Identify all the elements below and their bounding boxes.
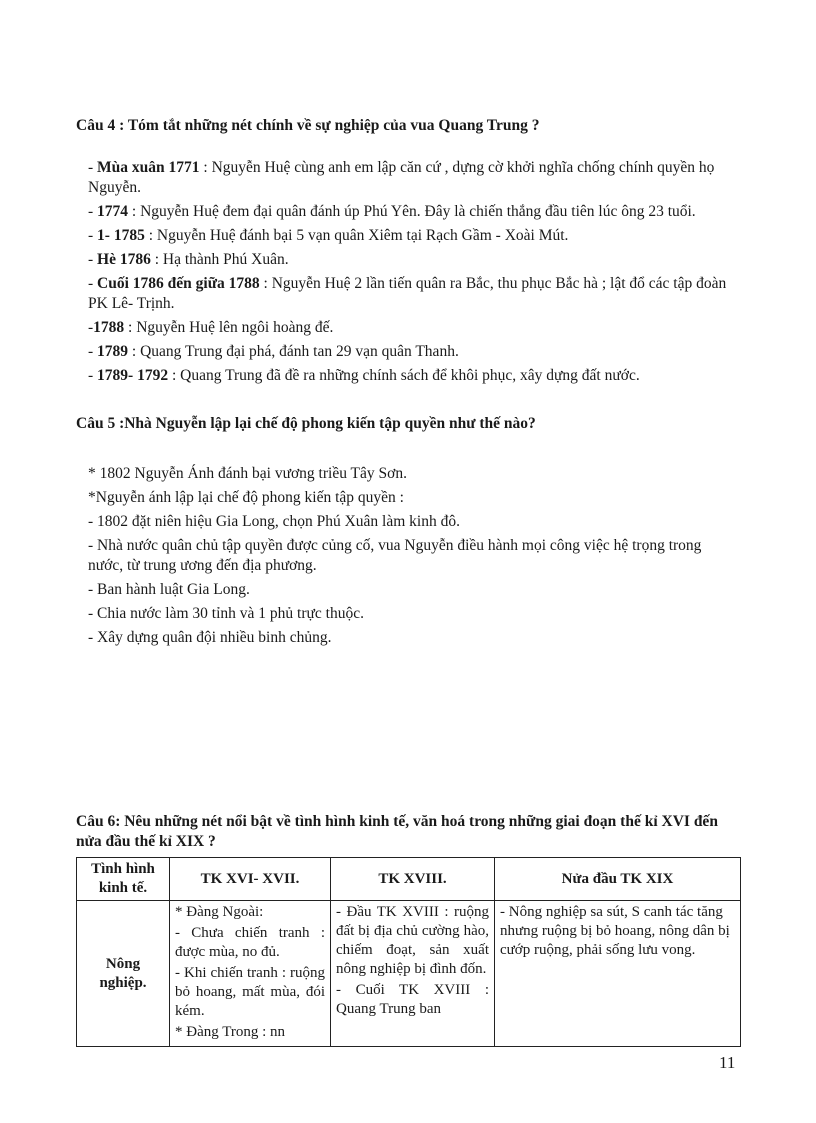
list-item: - 1789 : Quang Trung đại phá, đánh tan 29 vạn quân Thanh.	[88, 343, 459, 360]
question-4-body	[76, 158, 740, 390]
table-header-cell: TK XVI- XVII.	[170, 858, 331, 901]
table-cell: - Nông nghiệp sa sút, S canh tác tăng nhưng ruộng bị bỏ hoang, nông dân bị cướp ruộng, phải sống lưu vong.	[495, 901, 741, 1047]
question-5-body	[76, 464, 740, 652]
economy-table	[76, 857, 741, 1047]
list-item: - Ban hành luật Gia Long.	[88, 581, 250, 598]
table-cell: * Đàng Ngoài: - Chưa chiến tranh : được mùa, no đủ. - Khi chiến tranh : ruộng bỏ hoang, mất mùa, đói kém. * Đàng Trong : nn	[170, 901, 331, 1047]
list-item: - 1802 đặt niên hiệu Gia Long, chọn Phú Xuân làm kinh đô.	[88, 513, 460, 530]
list-item: * 1802 Nguyễn Ánh đánh bại vương triều Tây Sơn.	[88, 465, 407, 482]
table-header-cell: TK XVIII.	[331, 858, 495, 901]
list-item: - 1774 : Nguyễn Huệ đem đại quân đánh úp Phú Yên. Đây là chiến thắng đầu tiên lúc ông 23 tuổi.	[88, 203, 696, 220]
row-label: Nông nghiệp.	[77, 901, 170, 1047]
list-item: - Hè 1786 : Hạ thành Phú Xuân.	[88, 251, 289, 268]
list-item: - Chia nước làm 30 tỉnh và 1 phủ trực thuộc.	[88, 605, 364, 622]
question-6-title: Câu 6: Nêu những nét nổi bật về tình hình kinh tế, văn hoá trong những giai đoạn thế kỉ XVI đến nửa đầu thế kỉ XIX ?	[76, 813, 718, 850]
page-number: 11	[719, 1053, 736, 1072]
list-item: - Nhà nước quân chủ tập quyền được củng cố, vua Nguyễn điều hành mọi công việc hệ trọng trong nước, từ trung ương đến địa phương.	[88, 537, 702, 574]
question-5-title: Câu 5 :Nhà Nguyễn lập lại chế độ phong kiến tập quyền như thế nào?	[76, 415, 536, 432]
list-item: -1788 : Nguyễn Huệ lên ngôi hoàng đế.	[88, 319, 334, 336]
table-header-cell: Tình hình kinh tế.	[77, 858, 170, 901]
table-row	[77, 901, 741, 1047]
table-header-cell: Nửa đầu TK XIX	[495, 858, 741, 901]
list-item: - Mùa xuân 1771 : Nguyễn Huệ cùng anh em lập căn cứ , dựng cờ khởi nghĩa chống chính quyền họ Nguyễn.	[88, 159, 715, 196]
table-header-row	[77, 858, 741, 901]
list-item: *Nguyễn ánh lập lại chế độ phong kiến tập quyền :	[88, 489, 404, 506]
list-item: - Xây dựng quân đội nhiều binh chủng.	[88, 629, 332, 646]
list-item: - 1789- 1792 : Quang Trung đã đề ra những chính sách để khôi phục, xây dựng đất nước.	[88, 367, 640, 384]
list-item: - 1- 1785 : Nguyễn Huệ đánh bại 5 vạn quân Xiêm tại Rạch Gầm - Xoài Mút.	[88, 227, 569, 244]
question-4-title: Câu 4 : Tóm tắt những nét chính về sự nghiệp của vua Quang Trung ?	[76, 117, 540, 134]
table-cell: - Đầu TK XVIII : ruộng đất bị địa chủ cường hào, chiếm đoạt, sản xuất nông nghiệp bị đình đốn. - Cuối TK XVIII : Quang Trung ban	[331, 901, 495, 1047]
list-item: - Cuối 1786 đến giữa 1788 : Nguyễn Huệ 2 lần tiến quân ra Bắc, thu phục Bắc hà ; lật đổ các tập đoàn PK Lê- Trịnh.	[88, 275, 727, 312]
